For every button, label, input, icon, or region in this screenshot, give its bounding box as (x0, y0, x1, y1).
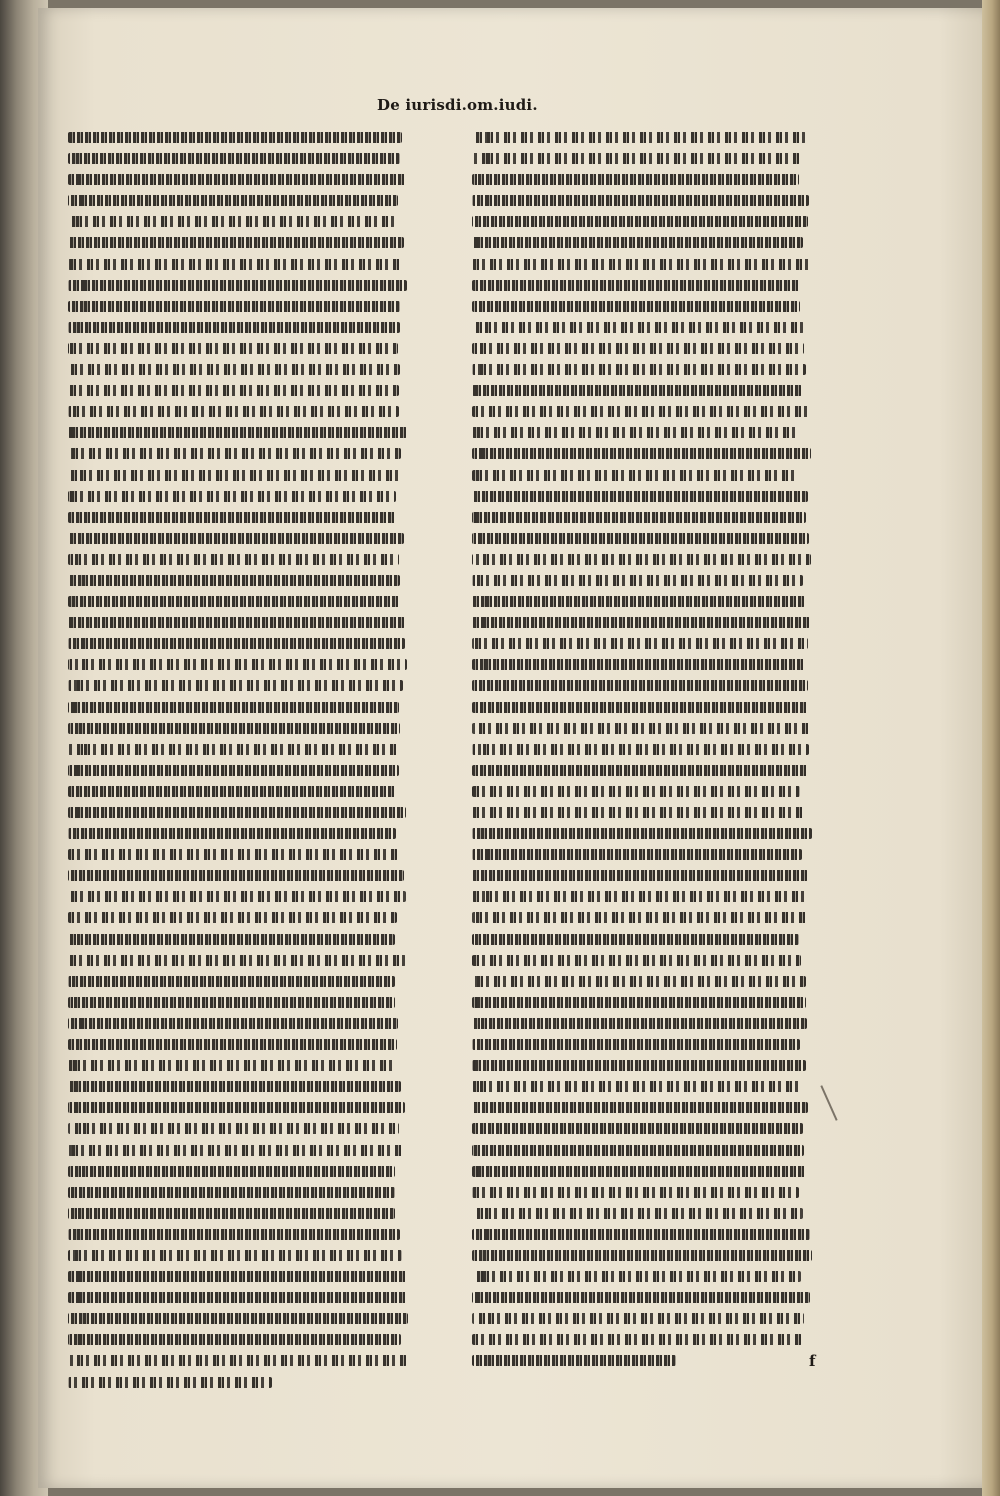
text-line (472, 744, 809, 755)
text-line (472, 216, 808, 227)
text-line (68, 322, 400, 333)
text-line (472, 1081, 802, 1092)
text-line (68, 1060, 396, 1071)
right-text-column (472, 132, 812, 1377)
text-line (472, 554, 811, 565)
text-line (472, 617, 810, 628)
text-line (68, 680, 403, 691)
text-line (68, 638, 405, 649)
text-line (472, 153, 800, 164)
text-line (472, 448, 811, 459)
text-line (472, 976, 806, 987)
text-line (68, 849, 398, 860)
text-line (472, 1229, 810, 1240)
text-line (68, 1292, 407, 1303)
text-line (472, 807, 804, 818)
text-line (68, 406, 399, 417)
text-line (68, 195, 398, 206)
text-line (472, 1334, 802, 1345)
text-line (472, 912, 808, 923)
text-line (68, 280, 407, 291)
text-line (68, 1145, 403, 1156)
text-line (472, 723, 811, 734)
text-line (472, 322, 804, 333)
text-line (68, 955, 406, 966)
text-line (68, 1271, 407, 1282)
left-text-column (68, 132, 408, 1398)
text-line (472, 174, 799, 185)
text-line (472, 280, 800, 291)
text-line (68, 491, 396, 502)
text-line (472, 301, 800, 312)
text-line (68, 512, 396, 523)
page-edge (982, 0, 1000, 1496)
text-line (68, 596, 400, 607)
text-line (68, 617, 405, 628)
text-line (68, 723, 400, 734)
text-line (472, 870, 808, 881)
text-line (68, 870, 404, 881)
text-line (68, 828, 396, 839)
text-line (68, 1208, 395, 1219)
text-line (472, 1018, 807, 1029)
text-line (68, 1250, 402, 1261)
text-line (472, 1355, 676, 1366)
text-line (68, 153, 400, 164)
text-line (472, 1039, 800, 1050)
text-line (472, 1271, 801, 1282)
text-line (68, 807, 406, 818)
text-line (472, 997, 806, 1008)
text-line (472, 1292, 810, 1303)
text-line (472, 132, 806, 143)
text-line (68, 1039, 397, 1050)
text-line (472, 343, 804, 354)
text-line (68, 427, 407, 438)
text-line (68, 1018, 398, 1029)
text-line (472, 491, 808, 502)
text-line (68, 448, 401, 459)
text-line (68, 997, 395, 1008)
text-line (472, 575, 803, 586)
text-line (472, 259, 812, 270)
text-line (472, 195, 809, 206)
text-line (472, 849, 802, 860)
text-line (472, 1250, 812, 1261)
text-line (68, 554, 399, 565)
text-line (472, 1313, 804, 1324)
text-line (472, 1187, 799, 1198)
text-line (68, 1313, 408, 1324)
text-line (472, 1208, 803, 1219)
text-line (472, 955, 801, 966)
text-line (68, 575, 400, 586)
text-line (472, 1102, 808, 1113)
text-line (472, 596, 805, 607)
text-line (68, 976, 395, 987)
text-line (68, 1355, 407, 1366)
text-line (68, 912, 397, 923)
text-line (472, 427, 799, 438)
text-line (68, 1123, 399, 1134)
text-line (472, 659, 805, 670)
text-line (472, 512, 806, 523)
text-line (472, 533, 809, 544)
text-line (68, 385, 399, 396)
text-line (68, 301, 400, 312)
text-line (68, 470, 400, 481)
text-line (68, 364, 400, 375)
text-line (68, 891, 406, 902)
text-line (68, 533, 404, 544)
text-line (472, 406, 812, 417)
text-line (472, 765, 808, 776)
text-line (472, 638, 808, 649)
text-line (68, 702, 399, 713)
text-line (472, 385, 802, 396)
text-line (472, 680, 808, 691)
text-line (472, 786, 800, 797)
text-line (472, 364, 806, 375)
text-line (68, 174, 406, 185)
text-line (472, 891, 808, 902)
text-line (472, 470, 799, 481)
text-line (472, 934, 799, 945)
text-line (68, 1229, 400, 1240)
text-line (472, 702, 808, 713)
text-line (68, 132, 402, 143)
text-line (68, 343, 398, 354)
text-line (68, 1081, 401, 1092)
text-line (68, 1102, 405, 1113)
text-line (68, 934, 395, 945)
text-line (68, 765, 399, 776)
text-line (68, 786, 396, 797)
text-line (472, 237, 803, 248)
text-line (68, 237, 404, 248)
running-header: De iurisdi.om.iudi. (377, 96, 538, 114)
text-line (472, 1166, 806, 1177)
text-line (472, 1123, 803, 1134)
text-line (68, 1377, 272, 1388)
text-line (68, 1187, 395, 1198)
text-line (68, 659, 407, 670)
text-line (472, 1060, 806, 1071)
text-line (472, 828, 812, 839)
text-line (68, 1334, 401, 1345)
text-line (68, 259, 401, 270)
signature-mark: f (809, 1352, 816, 1370)
text-line (68, 1166, 395, 1177)
text-line (68, 216, 395, 227)
text-line (472, 1145, 804, 1156)
text-line (68, 744, 398, 755)
